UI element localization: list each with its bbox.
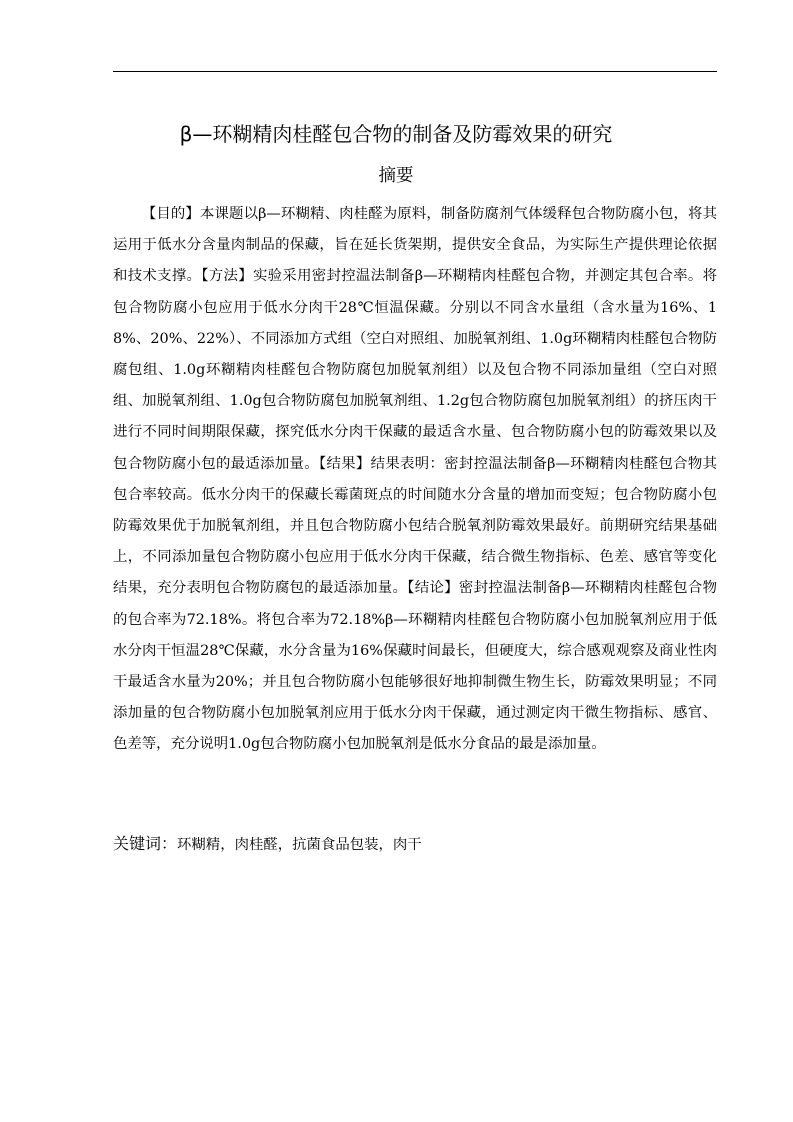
conclusion-label: 【结论】	[407, 580, 459, 597]
keywords-text: 环糊精，肉桂醛，抗菌食品包装，肉干	[177, 837, 422, 853]
keywords-line	[113, 829, 717, 860]
objective-label: 【目的】	[141, 206, 200, 222]
abstract-body	[113, 199, 717, 761]
conclusion-text: 密封控温法制备β—环糊精肉桂醛包合物的包合率为72.18%。将包合率为72.18%β—环糊精肉桂醛包合物防腐小包加脱氧剂应用于低水分肉干恒温28℃保藏，水分含量为16%保藏时间最长，但硬度大，综合感观观察及商业性肉干最适含水量为20%；并且包合物防腐小包能够很好地抑制微生物生长，防霉效果明显；不同添加量的包合物防腐小包加脱氧剂应用于低水分肉干保藏，通过测定肉干微生物指标、感官、色差等，充分说明1.0g包合物防腐小包加脱氧剂是低水分食品的最是添加量。	[113, 580, 717, 753]
method-label: 【方法】	[201, 268, 253, 285]
header-rule	[113, 71, 717, 72]
abstract-heading: 摘要	[378, 166, 414, 186]
method-text: 实验采用密封控温法制备β—环糊精肉桂醛包合物，并测定其包合率。将包合物防腐小包应用于低水分肉干28℃恒温保藏。分别以不同含水量组（含水量为16%、18%、20%、22%）、不同添加方式组（空白对照组、加脱氧剂组、1.0g环糊精肉桂醛包合物防腐包组、1.0g环糊精肉桂醛包合物防腐包加脱氧剂组）以及包合物不同添加量组（空白对照组、加脱氧剂组、1.0g包合物防腐包加脱氧剂组、1.2g包合物防腐包加脱氧剂组）的挤压肉干进行不同时间期限保藏，探究低水分肉干保藏的最适含水量、包合物防腐小包的防霉效果以及包合物防腐小包的最适添加量。	[113, 268, 717, 472]
keywords-label: 关键词：	[113, 834, 178, 853]
objective-text: 本课题以β—环糊精、肉桂醛为原料，制备防腐剂气体缓释包合物防腐小包，将其运用于低水分含量肉制品的保藏，旨在延长货架期，提供安全食品，为实际生产提供理论依据和技术支撑。	[113, 206, 717, 285]
paper-title: β—环糊精肉桂醛包合物的制备及防霉效果的研究	[179, 122, 613, 146]
result-text: 结果表明：密封控温法制备β—环糊精肉桂醛包合物其包合率较高。低水分肉干的保藏长霉菌斑点的时间随水分含量的增加而变短；包合物防腐小包防霉效果优于加脱氧剂组，并且包合物防腐小包结合脱氧剂防霉效果最好。前期研究结果基础上，不同添加量包合物防腐小包应用于低水分肉干保藏，结合微生物指标、色差、感官等变化结果，充分表明包合物防腐包的最适添加量。	[113, 455, 717, 597]
result-label: 【结果】	[318, 455, 371, 472]
